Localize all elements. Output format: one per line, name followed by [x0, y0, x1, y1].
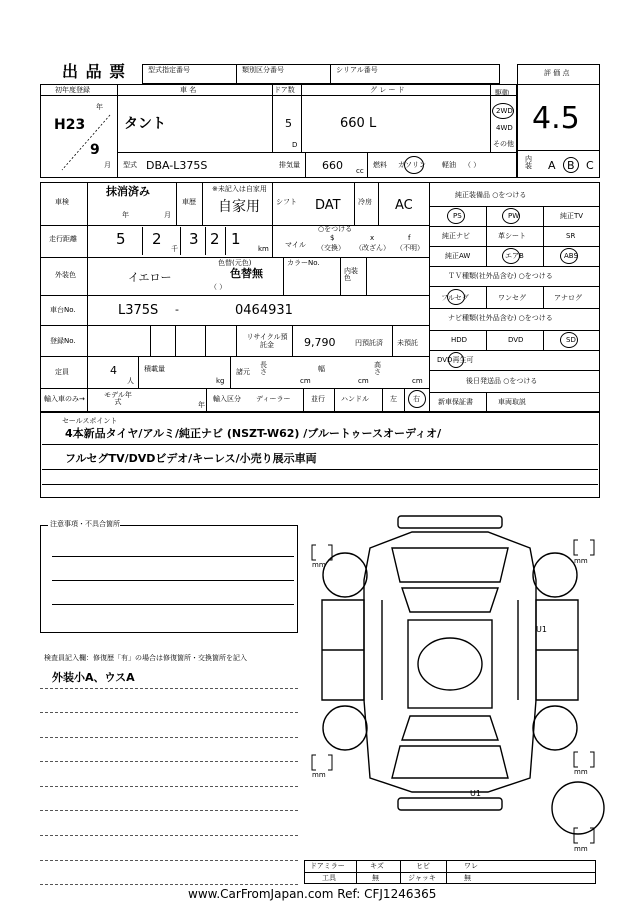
fuel-value: ガソリン	[398, 161, 426, 169]
displacement-label: 排気量	[279, 161, 300, 169]
tv-title: ＴＶ種類(社外品含む) ○をつける	[448, 272, 553, 280]
ac-value: AC	[395, 198, 413, 213]
color-change: 色替無	[230, 267, 263, 280]
mileage-label: 走行距離	[49, 235, 77, 243]
doors-label: ドア数	[274, 86, 295, 94]
history-note: ※未記入は自家用	[212, 185, 267, 193]
chassis-prefix: L375S	[118, 303, 159, 318]
drive-2wd: 2WD	[496, 107, 513, 115]
drive-4wd: 4WD	[496, 124, 513, 132]
shift-label: シフト	[276, 198, 297, 206]
model-value: DBA-L375S	[146, 159, 208, 172]
model-label: 型式	[123, 161, 137, 169]
katashiki-label: 型式指定番号	[148, 66, 190, 74]
recycle-value: 9,790	[304, 336, 336, 349]
doors-value: 5	[285, 117, 292, 130]
rating-label: 評 価 点	[544, 69, 570, 77]
displacement-value: 660	[322, 159, 343, 172]
chassis-number: 0464931	[235, 303, 293, 318]
aftersale-title: 後日発送品 ○をつける	[466, 377, 538, 385]
inspector-label: 検査員記入欄：修復歴「有」の場合は修復箇所・交換箇所を記入	[44, 654, 247, 662]
first-reg-year: H23	[54, 117, 86, 133]
interior-a: A	[548, 159, 556, 172]
fuel-label: 燃料	[373, 161, 387, 169]
car-name: タント	[124, 116, 166, 132]
serial-label: シリアル番号	[336, 66, 378, 74]
interior-label: 内装	[525, 155, 532, 170]
interior-b: B	[567, 159, 575, 172]
inspector-text: 外装小A、ウスA	[52, 671, 135, 684]
damage-u1-right: U1	[536, 625, 547, 634]
genuine-title: 純正装備品 ○をつける	[455, 191, 527, 199]
watermark: www.CarFromJapan.com Ref: CFJ1246365	[185, 888, 439, 900]
capacity-value: 4	[110, 364, 117, 377]
import-label: 輸入車のみ→	[44, 395, 85, 403]
sales-point-line1: 4本新品タイヤ/アルミ/純正ナビ (NSZT-W62) /ブルートゥースオーディオ/	[65, 427, 442, 440]
caution-label: 注意事項・不具合箇所	[50, 520, 120, 528]
ruibetsu-label: 類別区分番号	[242, 66, 284, 74]
navi-title: ナビ種類(社外品含む) ○をつける	[448, 314, 553, 322]
damage-u1-bottom: U1	[470, 789, 481, 798]
drive-label: 駆動	[495, 89, 509, 97]
registration-label: 登録No.	[50, 337, 76, 345]
chassis-label: 車台No.	[50, 306, 76, 314]
first-reg-month: 9	[90, 142, 100, 158]
grade-value: 660 L	[340, 116, 377, 131]
ac-label: 冷房	[358, 198, 372, 206]
inspection-label: 車検	[55, 198, 69, 206]
drive-other: その他	[493, 140, 514, 148]
history-label: 車歴	[182, 198, 196, 206]
inspection-value: 抹消済み	[106, 185, 150, 198]
sheet-title: 出 品 票	[62, 62, 127, 81]
history-value: 自家用	[218, 199, 260, 215]
color-value: イエロー	[128, 271, 172, 284]
interior-c: C	[586, 159, 594, 172]
shift-value: DAT	[315, 198, 341, 213]
first-reg-label: 初年度登録	[55, 86, 90, 94]
rating-value: 4.5	[532, 101, 580, 136]
grade-label: グ レ ー ド	[370, 86, 405, 94]
color-label: 外装色	[55, 271, 76, 279]
capacity-label: 定員	[55, 368, 69, 376]
sales-point-line2: フルセグTV/DVDビデオ/キーレス/小売り展示車両	[65, 452, 317, 465]
car-name-label: 車 名	[180, 86, 197, 94]
